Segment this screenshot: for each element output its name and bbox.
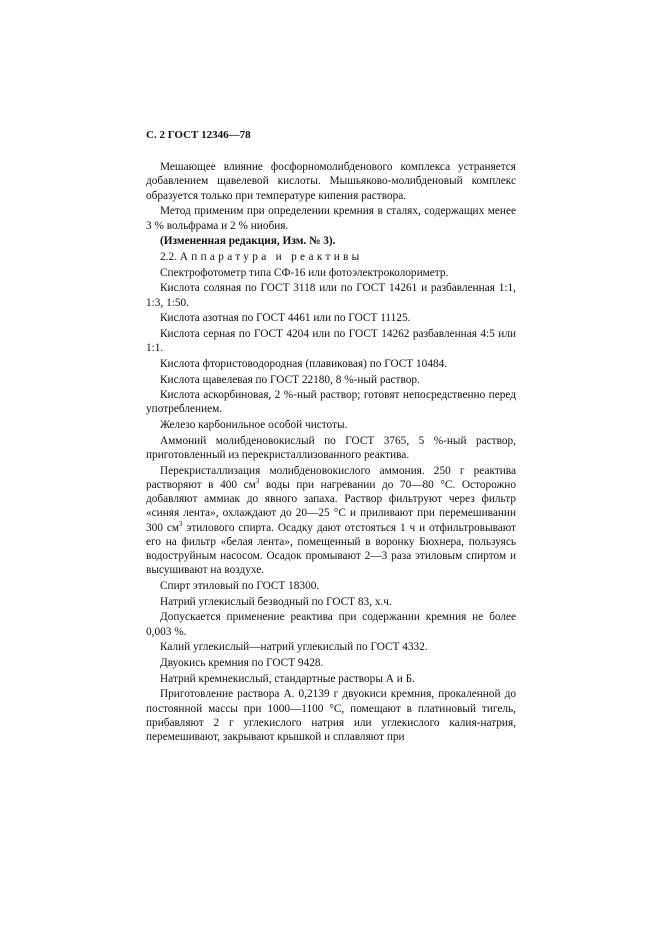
superscript-3: 3 <box>255 477 260 486</box>
paragraph-ammonium-molybdate: Аммоний молибденовокислый по ГОСТ 3765, 5 %-ный раствор, приготовленный из перекристаллизованного реактива. <box>146 434 516 462</box>
paragraph-carbonyl-iron: Железо карбонильное особой чистоты. <box>160 419 348 432</box>
paragraph-ethyl-alcohol: Спирт этиловый по ГОСТ 18300. <box>160 579 320 592</box>
section-title: Аппаратура и реактивы <box>179 250 363 263</box>
paragraph-spectrophotometer: Спектрофотометр типа СФ-16 или фотоэлектроколориметр. <box>160 266 449 279</box>
paragraph-sodium-silicate: Натрий кремнекислый, стандартные растворы А и Б. <box>160 672 415 685</box>
page-header: С. 2 ГОСТ 12346—78 <box>146 129 251 141</box>
paragraph-sodium-carbonate: Натрий углекислый безводный по ГОСТ 83, х.ч. <box>160 595 392 608</box>
recrystallization-part-3: этилового спирта. Осадку дают отстояться 1 ч и отфильтровывают его на фильтр «белая лента», помещенный в воронку Бюхнера, пользуясь водоструйным насосом. Осадок промывают 2—3 раза этиловым спиртом и высушивают на воздухе. <box>146 521 517 577</box>
section-heading <box>146 250 516 264</box>
section-number: 2.2. <box>160 250 177 263</box>
paragraph-oxalic-acid: Кислота щавелевая по ГОСТ 22180, 8 %-ный раствор. <box>160 373 420 386</box>
recrystallization-part-1: Перекристаллизация молибденовокислого аммония. 250 г реактива растворяют в 400 см <box>146 464 516 491</box>
paragraph-ascorbic-acid: Кислота аскорбиновая, 2 %-ный раствор; готовят непосредственно перед употреблением. <box>146 389 516 416</box>
paragraph-interference: Мешающее влияние фосфорномолибденового комплекса устраняется добавлением щавелевой кислоты. Мышьяково-молибденовый комплекс образуется только при температуре кипения раствора. <box>146 161 516 202</box>
document-page <box>146 128 516 746</box>
recrystallization-part-2: воды при нагревании до 70—80 °С. Осторожно добавляют аммиак до явного запаха. Раствор фильтруют через фильтр «синяя лента», охлаждают до 20—25 °С и приливают при перемешивании 300 см <box>146 478 516 534</box>
paragraph-silicon-dioxide: Двуокись кремния по ГОСТ 9428. <box>160 656 324 669</box>
paragraph-hydrochloric-acid: Кислота соляная по ГОСТ 3118 или по ГОСТ 14261 и разбавленная 1:1, 1:3, 1:50. <box>146 282 516 309</box>
paragraph-nitric-acid: Кислота азотная по ГОСТ 4461 или по ГОСТ 11125. <box>160 312 411 325</box>
paragraph-solution-a-preparation: Приготовление раствора А. 0,2139 г двуокиси кремния, прокаленной до постоянной массы при 1000—1100 °С, помещают в платиновый тигель, прибавляют 2 г углекислого натрия или углекислого калия-натрия, перемешивают, закрывают крышкой и сплавляют при <box>146 688 516 743</box>
paragraph-potassium-sodium-carbonate: Калий углекислый—натрий углекислый по ГОСТ 4332. <box>160 641 428 654</box>
paragraph-recrystallization <box>146 464 516 578</box>
paragraph-sulfuric-acid: Кислота серная по ГОСТ 4204 или по ГОСТ 14262 разбавленная 4:5 или 1:1. <box>146 327 516 355</box>
superscript-3: 3 <box>179 519 183 528</box>
paragraph-hydrofluoric-acid: Кислота фтористоводородная (плавиковая) по ГОСТ 10484. <box>160 357 448 370</box>
paragraph-amendment-note: (Измененная редакция, Изм. № 3). <box>160 235 336 248</box>
paragraph-silicon-limit: Допускается применение реактива при содержании кремния не более 0,003 %. <box>146 611 516 638</box>
paragraph-method-scope: Метод применим при определении кремния в сталях, содержащих менее 3 % вольфрама и 2 % ниобия. <box>146 205 516 232</box>
